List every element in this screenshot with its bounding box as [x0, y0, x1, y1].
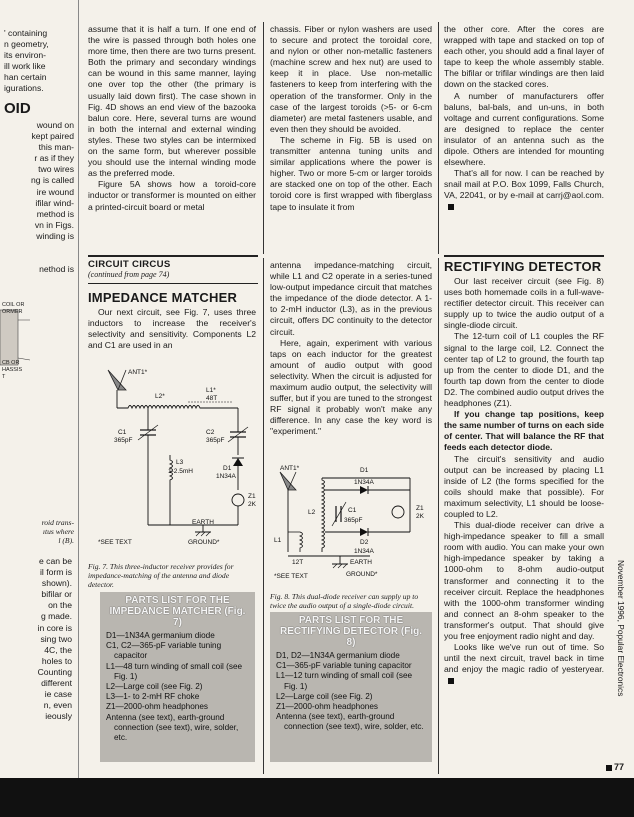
margin-line: ifilar wind- [35, 197, 74, 208]
top-column-1 [88, 24, 256, 213]
margin-line: winding is [36, 230, 74, 241]
margin-caption-line: l (B). [58, 536, 74, 545]
fig7-label-c1: C1 [118, 429, 127, 436]
margin-line: in core is [37, 622, 72, 633]
margin-line: il form is [40, 567, 72, 578]
paragraph: The scheme in Fig. 5B is used on transmitter antenna tuning units and similar applications where the power is higher. Two or more 5-cm or larger toroids are stacked one on top of the other. Each toroid core is first wrapped with fiberglass tape to insulate it from [270, 134, 432, 212]
margin-line: this man- [38, 142, 74, 153]
fig7-label-l1b: 48T [206, 395, 218, 402]
margin-line: ie case [44, 689, 72, 700]
column-rule-1 [263, 22, 264, 254]
fig8-label-earth: EARTH [350, 559, 372, 566]
margin-line: bifilar or [41, 589, 72, 600]
margin-line: holes to [41, 655, 72, 666]
fig8-antenna-symbol [280, 472, 296, 552]
fig7-antenna-symbol [108, 370, 126, 408]
fig7-label-z1: Z1 [248, 493, 256, 500]
margin-fig-label: T [2, 374, 6, 380]
parts-item: Z1—2000-ohm headphones [276, 702, 378, 712]
closing-text: Looks like we've run out of time. So until the next circuit, travel back in time and enjoy the magic radio of yesteryear. [444, 642, 604, 675]
margin-line: igurations. [4, 83, 44, 94]
fig8-label-c1v: 365pF [344, 517, 363, 524]
middle-column-text [270, 260, 432, 438]
title-underline [88, 283, 258, 284]
fig7-caption: Fig. 7. This three-inductor receiver provides for impedance-matching of the antenna and diode detector. [88, 562, 234, 589]
paragraph: The 12-turn coil of L1 couples the RF signal to the large coil, L2. Connect the center tap of L2 to ground, the fourth tap up from the center to diode D1, and the fourth tap down from the center to diode D2. The combined audio output drives the headphones (Z1). [444, 331, 604, 409]
fig7-label-ground: GROUND* [188, 539, 220, 546]
paragraph: This dual-diode receiver can drive a high-impedance speaker to fill a small room with audio. You can make your own high-impedance speaker by taking a 1000-ohm to 8-ohm audio-output transformer and connecting it to the receiver circuit. Replace the headphones with the 1000-ohm transformer winding and connect an 8-ohm speaker to the transformer's output. That should give you free enjoyment radio night and day. [444, 520, 604, 641]
paragraph: A number of manufacturers offer baluns, bal-bals, and un-uns, in both voltage and current configurations. Some are designed to replace the center insulator of an antenna such as the dipole. Others are intended for mounting elsewhere. [444, 90, 604, 168]
fig8-coil-l1 [288, 532, 303, 552]
margin-line: on the [48, 600, 72, 611]
scan-dark-edge [0, 778, 634, 817]
paragraph [444, 642, 604, 686]
section-rule-right [444, 255, 604, 257]
parts-item: L3—1- to 2-mH RF choke [106, 692, 200, 702]
section-title: CIRCUIT CIRCUS [88, 259, 171, 270]
paragraph: If you change tap positions, keep the same number of turns on each side of center. That will balance the RF that feeds each detector diode. [444, 409, 604, 453]
fig7-coil-l2 [117, 406, 238, 409]
paragraph: The circuit's sensitivity and audio output can be increased by placing L1 inside of L2 (the forms specified for the coils should make that possible). For maximum selectivity, L1 should be loose-coupled to L2. [444, 453, 604, 519]
fig7-label-l3v: 1-2.5mH [168, 468, 193, 475]
fig8-label-z1: Z1 [416, 505, 424, 512]
fig7-label-c2: C2 [206, 429, 215, 436]
end-mark-icon [448, 678, 454, 684]
parts-list-title: PARTS LIST FOR THE RECTIFYING DETECTOR (Fig. 8) [279, 615, 423, 648]
parts-item: L1—48 turn winding of small coil (see Fig. 1) [106, 661, 243, 681]
left-margin-top [4, 28, 74, 95]
fig7-label-c1v: 365pF [114, 437, 133, 444]
fig7-label-l2: L2* [155, 393, 165, 400]
fig7-label-earth: EARTH [192, 519, 214, 526]
fig7-label-ant: ANT1* [128, 369, 148, 376]
fig8-label-d1: D1 [360, 467, 369, 474]
fig8-schematic [270, 460, 434, 588]
parts-item: L2—Large coil (see Fig. 2) [106, 682, 203, 692]
margin-line: ill work like [4, 61, 46, 72]
column-rule-2 [438, 22, 439, 254]
parts-item: C1, C2—365-pF variable tuning capacitor [106, 641, 222, 661]
margin-caption-line: ıtus where [42, 527, 74, 536]
margin-line: vn in Figs. [34, 219, 74, 230]
paragraph: Our last receiver circuit (see Fig. 8) uses both homemade coils in a full-wave-rectifier detector circuit. This receiver can supply up to twice the audio output of a single-diode circuit. [444, 276, 604, 331]
paragraph: antenna impedance-matching circuit, while L1 and C2 operate in a series-tuned low-output impedance circuit that matches the impedance of the diode detector. A 1- to 2-mH inductor (L3), as in the previous circuit, offers DC continuity to the detector circuit. [270, 260, 432, 337]
paragraph: assume that it is half a turn. If one end of the wire is passed through both holes one more time, then there are two turns present. Both the primary and secondary windings can be wound in this same manner, laying one over top the other (the primary is usually laid down first). The case shown in Fig. 4D shows an end view of the bazooka balun core. Here, several turns are wound in both the internal and external winding styles. These two styles can be intermixed on the same form, but wherever possible you should use the internal winding mode as the preferred mode. [88, 24, 256, 179]
fig8-label-d2v: 1N34A [354, 548, 374, 555]
margin-italic-fragment [4, 518, 74, 545]
fig8-diode-d2 [360, 528, 368, 536]
fig7-headphone-z1 [232, 494, 244, 506]
margin-line: two wires [38, 164, 74, 175]
fig7-label-d1: D1 [223, 465, 232, 472]
rectifying-column [444, 276, 604, 686]
fig7-label-d1v: 1N34A [216, 473, 236, 480]
column-rule-4 [438, 258, 439, 774]
fig8-label-ground: GROUND* [346, 571, 378, 578]
column-rule-3 [263, 258, 264, 774]
parts-item: Z1—2000-ohm headphones [106, 702, 208, 712]
fig8-label-z1v: 2K [416, 513, 424, 520]
parts-item: C1—365-pF variable tuning capacitor [276, 661, 412, 671]
paragraph: the other core. After the cores are wrapped with tape and stacked on top of each other, you should add a final layer of tape to keep the whole assembly stable. The bifilar or trifilar windings are then laid down on the stacked cores. [444, 24, 604, 90]
parts-list-fig7 [100, 592, 255, 762]
rectifying-heading: RECTIFYING DETECTOR [444, 259, 602, 274]
fig7-schematic [88, 360, 260, 552]
parts-list-title: PARTS LIST FOR THE IMPEDANCE MATCHER (Fig. 7) [109, 595, 246, 628]
continued-note: (continued from page 74) [88, 270, 170, 279]
paragraph: Our next circuit, see Fig. 7, uses three inductors to increase the receiver's selectivity and sensitivity. Components L2 and C1 are used in an [88, 307, 256, 351]
fig8-label-d1v: 1N34A [354, 479, 374, 486]
page-number-value: 77 [614, 762, 625, 772]
running-footer: November 1996, Popular Electronics [616, 560, 626, 697]
margin-heading: OID [4, 100, 31, 117]
margin-line: r as if they [34, 153, 74, 164]
margin-line: shown). [41, 578, 72, 589]
gutter-line [78, 0, 79, 778]
margin-line: e can be [39, 556, 72, 566]
fig7-ground-symbol [195, 525, 211, 536]
fig7-diode-d1 [232, 458, 244, 466]
margin-caption-line: roid trans- [41, 518, 74, 527]
margin-line: sing two [40, 633, 72, 644]
margin-line: Counting [37, 666, 72, 677]
margin-line: ire wound [36, 186, 74, 197]
fig8-label-see: *SEE TEXT [274, 573, 308, 580]
margin-fig-label: COIL OR [2, 302, 25, 308]
end-mark-icon [448, 204, 454, 210]
parts-item: Antenna (see text), earth-ground connection (see text), wire, solder, etc. [106, 712, 239, 743]
margin-line: kept paired [31, 131, 74, 142]
impedance-body [88, 307, 256, 351]
parts-item: L2—Large coil (see Fig. 2) [276, 691, 373, 701]
contact-text: That's all for now. I can be reached by snail mail at P.O. Box 1099, Falls Church, VA, 22041, or by e-mail at carrj@aol.com. [444, 168, 604, 201]
parts-item: Antenna (see text), earth-ground connection (see text), wire, solder, etc. [276, 712, 424, 732]
margin-fig-label: CB OR [2, 360, 20, 366]
paragraph [444, 168, 604, 212]
margin-line: ieously [45, 711, 72, 722]
margin-line: g made. [40, 611, 72, 622]
fig8-ground-symbol [332, 556, 348, 568]
fig7-label-l1: L1* [206, 387, 216, 394]
impedance-heading: IMPEDANCE MATCHER [88, 290, 238, 305]
margin-line: n, even [43, 700, 72, 711]
left-margin-bottom [4, 556, 72, 722]
parts-list-fig8 [270, 612, 432, 762]
fig8-label-d2: D2 [360, 539, 369, 546]
fig8-diode-d1 [360, 486, 368, 494]
left-margin-method: nethod is [39, 264, 74, 274]
fig8-coil-l2 [322, 478, 325, 552]
left-margin-mid [4, 120, 74, 242]
fig8-headphone-z1 [392, 506, 404, 518]
section-rule-left [88, 255, 258, 257]
fig7-label-z1v: 2K [248, 501, 256, 508]
fig7-label-see: *SEE TEXT [98, 539, 132, 546]
margin-line: ' containing [4, 28, 48, 38]
fig8-label-l1: L1 [274, 537, 282, 544]
fig8-label-ant: ANT1* [280, 465, 300, 472]
fig8-caption: Fig. 8. This dual-diode receiver can supply up to twice the audio output of a single-diode circuit. [270, 592, 419, 610]
paragraph: Figure 5A shows how a toroid-core inductor or transformer is mounted on either a printed-circuit board or metal [88, 179, 256, 212]
fig8-label-c1: C1 [348, 507, 357, 514]
paragraph: chassis. Fiber or nylon washers are used to secure and protect the toroidal core, and nylon or other non-metallic fasteners (machine screw and hex nut) are used to keep it in place. Use non-metallic fasteners to keep from interfering with the operation of the transformer. Only in the case of the largest toroids (>5- or 6-cm diameter) are metal fasteners usable, and even then they should be avoided. [270, 24, 432, 134]
margin-line: its environ- [4, 50, 47, 61]
margin-fig-label: HASSIS [2, 367, 23, 373]
margin-line: ng is called [31, 175, 74, 186]
margin-line: han certain [4, 72, 47, 83]
margin-fig-label: ORMER [2, 309, 23, 315]
page-number [606, 762, 624, 772]
fig8-label-l2: L2 [308, 509, 316, 516]
parts-item: D1—1N34A germanium diode [106, 631, 215, 640]
margin-line: method is [36, 208, 74, 219]
parts-item: D1, D2—1N34A germanium diode [276, 651, 400, 660]
fig7-label-l3: L3 [176, 459, 184, 466]
margin-line: n geometry, [4, 39, 49, 50]
margin-line: 4C, the [44, 644, 72, 655]
fig7-label-c2v: 365pF [206, 437, 225, 444]
end-mark-icon [606, 765, 612, 771]
margin-line: wound on [36, 120, 74, 130]
margin-fig-labels [2, 302, 24, 381]
top-column-3 [444, 24, 604, 213]
fig8-label-t12: 12T [292, 559, 304, 566]
parts-item: L1—12 turn winding of small coil (see Fig. 1) [276, 671, 413, 691]
top-column-2 [270, 24, 432, 213]
margin-line: different [41, 678, 72, 689]
paragraph: Here, again, experiment with various taps on each inductor for the greatest amount of audio output with good selectivity. When the circuit is adjusted for maximum audio output, the selectivity will suffer, but if you are tuned to the strongest RF signal it probably won't make any difference. In any case the key word is "experiment." [270, 337, 432, 437]
